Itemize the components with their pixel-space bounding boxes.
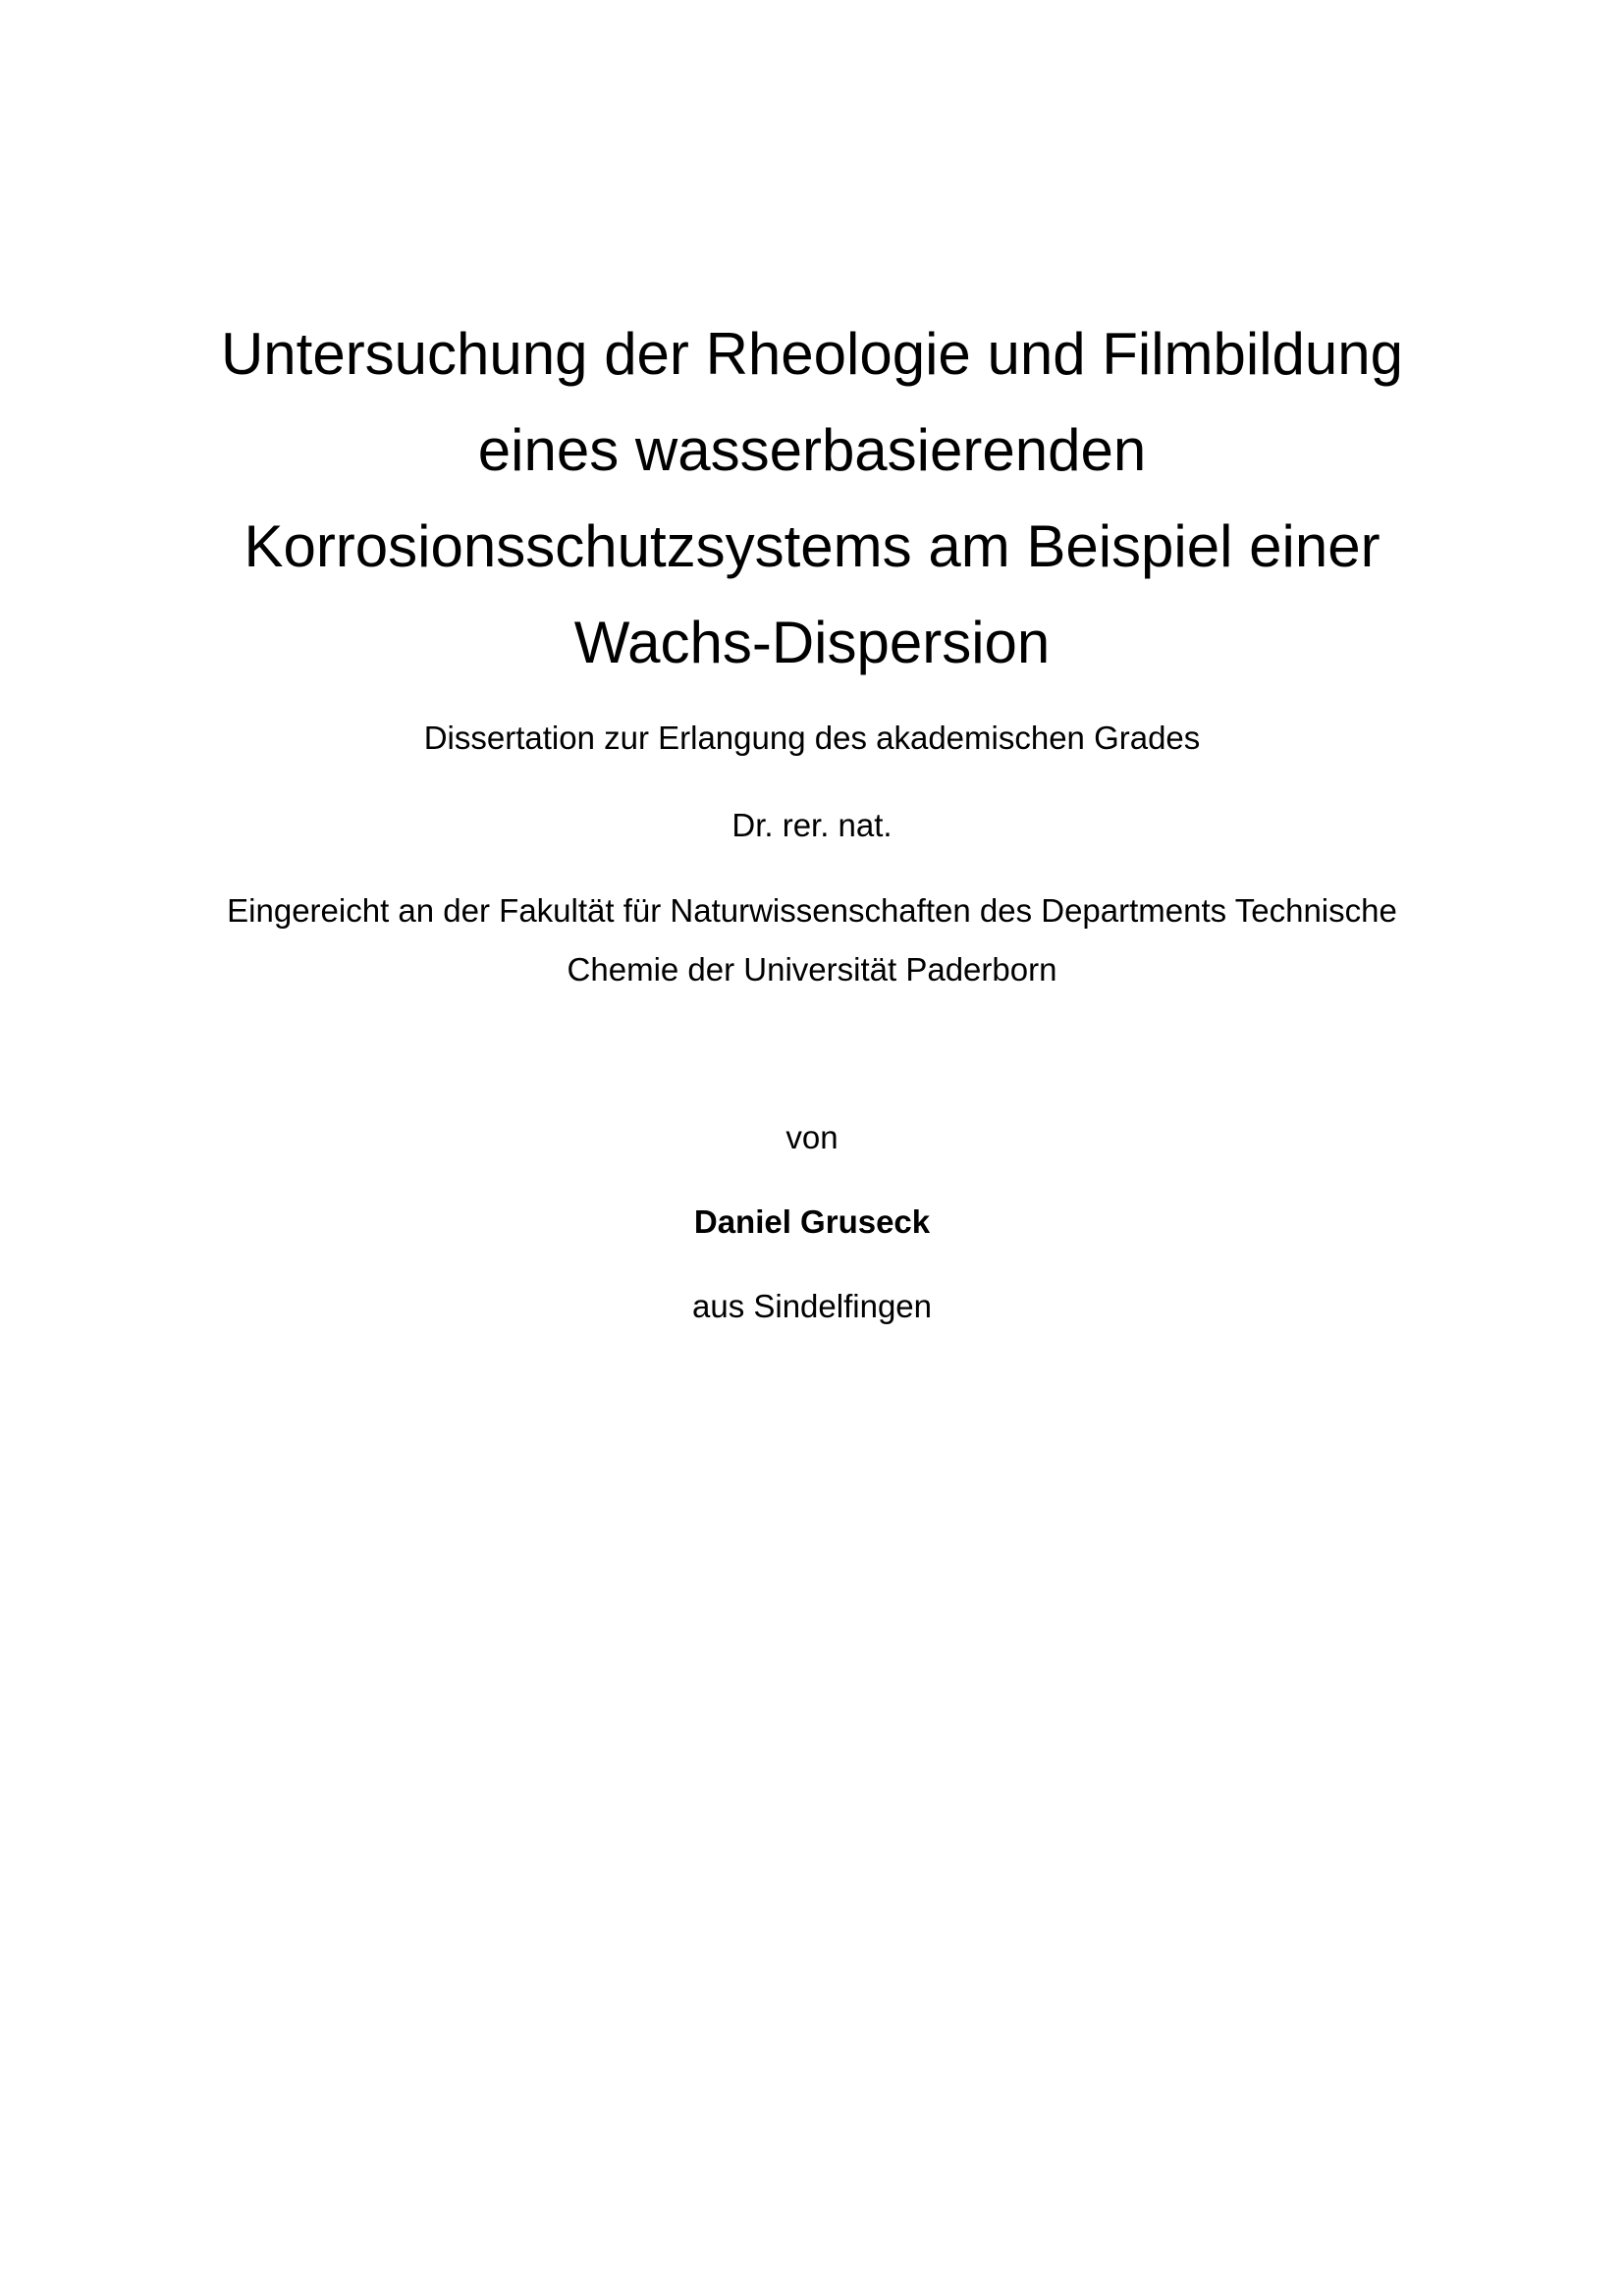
by-label: von (785, 1119, 839, 1155)
thesis-title-line-2: eines wasserbasierenden (477, 417, 1147, 483)
submission-statement (0, 881, 1624, 999)
thesis-title-line-1: Untersuchung der Rheologie und Filmbildung (220, 321, 1404, 387)
author-origin: aus Sindelfingen (691, 1288, 933, 1324)
submission-statement-line-1: Eingereicht an der Fakultät für Naturwissenschaften des Departments Technische (227, 892, 1397, 929)
thesis-title-line-3: Korrosionsschutzsystems am Beispiel einer (244, 513, 1380, 579)
dissertation-statement: Dissertation zur Erlangung des akademischen Grades (423, 720, 1201, 756)
author-name: Daniel Gruseck (693, 1203, 931, 1240)
thesis-title-line-4: Wachs-Dispersion (573, 610, 1051, 675)
thesis-title (0, 306, 1624, 691)
degree-title: Dr. rer. nat. (731, 807, 893, 843)
submission-statement-line-2: Chemie der Universität Paderborn (567, 951, 1057, 988)
